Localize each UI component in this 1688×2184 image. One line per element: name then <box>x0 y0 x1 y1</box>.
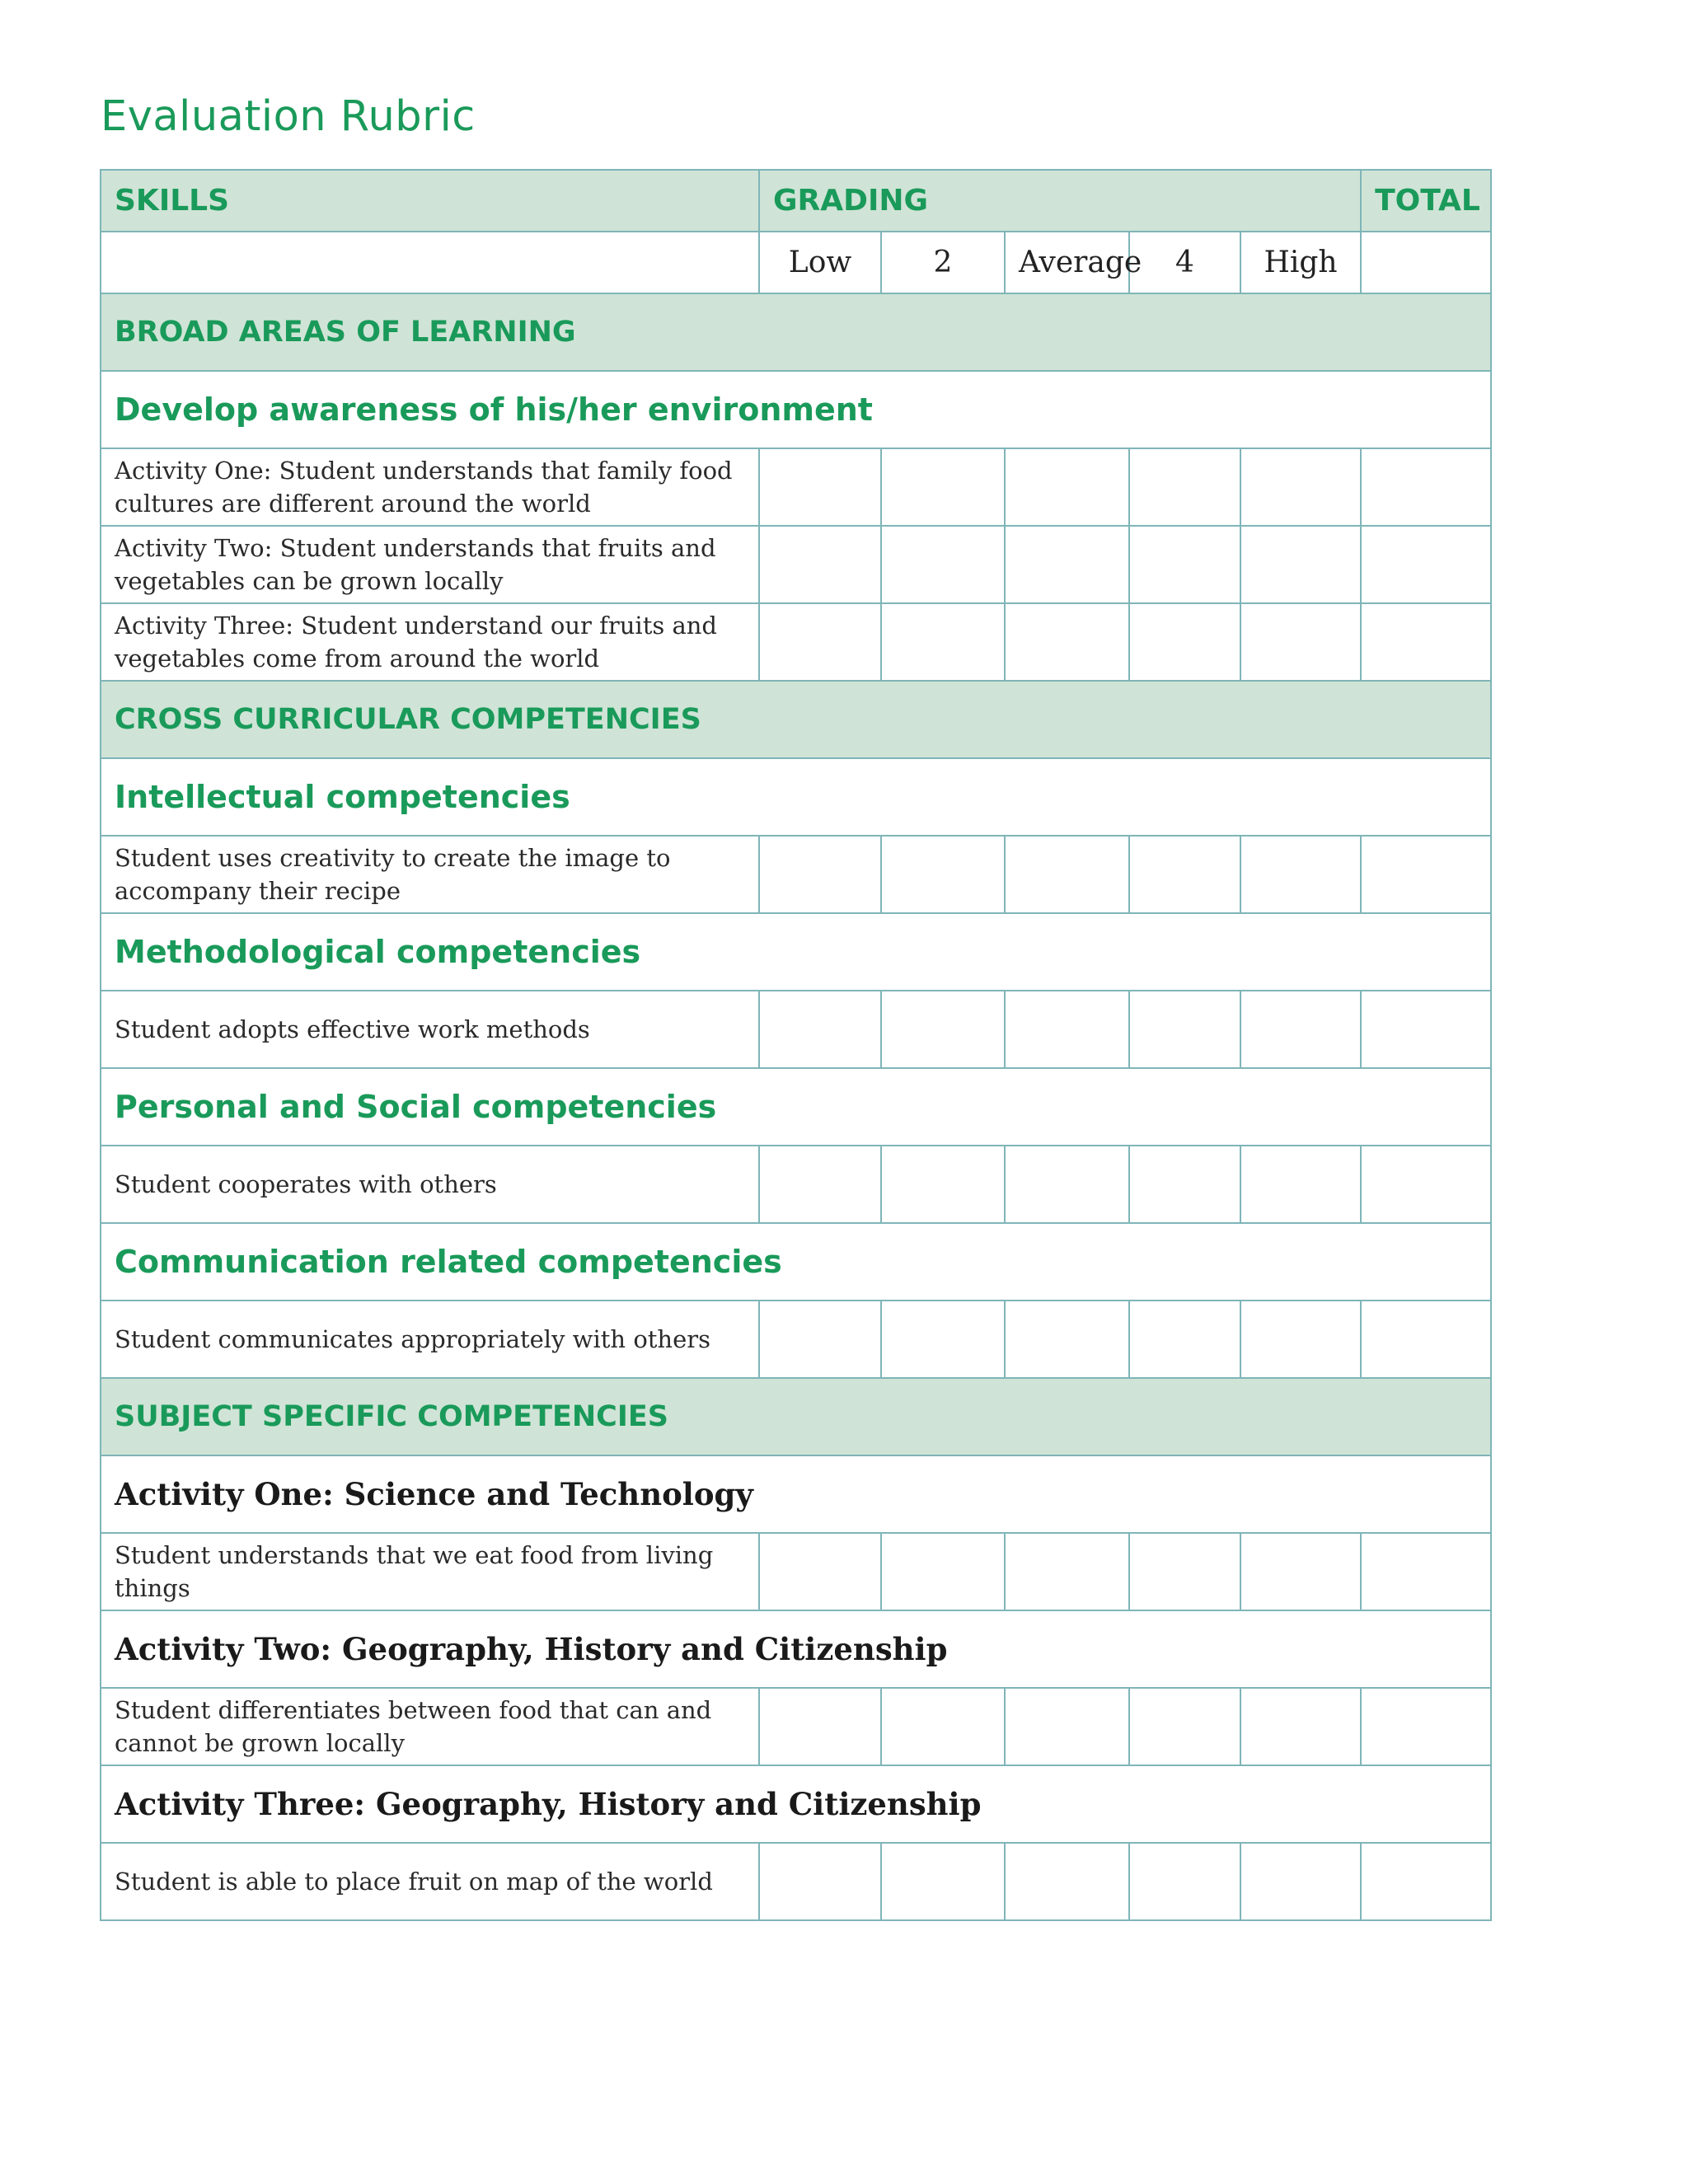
skill-description: Student cooperates with others <box>101 1146 759 1223</box>
total-cell[interactable] <box>1361 991 1491 1068</box>
grade-4-cell[interactable] <box>1129 448 1240 526</box>
rubric-item-row <box>101 1688 1491 1765</box>
group-heading-row <box>101 1068 1491 1146</box>
group-heading: Personal and Social competencies <box>101 1068 1491 1146</box>
rubric-item-row <box>101 1146 1491 1223</box>
grading-scale-row <box>101 232 1491 293</box>
grade-4-cell[interactable] <box>1129 1533 1240 1610</box>
grade-2-cell[interactable] <box>881 1533 1005 1610</box>
grade-2-cell[interactable] <box>881 448 1005 526</box>
grade-high-cell[interactable] <box>1240 836 1361 913</box>
grade-2-cell[interactable] <box>881 526 1005 603</box>
group-heading: Activity One: Science and Technology <box>101 1455 1491 1533</box>
grade-low-cell[interactable] <box>759 836 881 913</box>
group-heading-row <box>101 1610 1491 1688</box>
grade-low-cell[interactable] <box>759 448 881 526</box>
grade-average-cell[interactable] <box>1005 991 1129 1068</box>
scale-average: Average <box>1005 232 1129 293</box>
grade-2-cell[interactable] <box>881 1688 1005 1765</box>
grade-high-cell[interactable] <box>1240 1301 1361 1378</box>
page-title: Evaluation Rubric <box>101 92 476 141</box>
scale-4: 4 <box>1129 232 1240 293</box>
total-cell[interactable] <box>1361 1688 1491 1765</box>
total-cell[interactable] <box>1361 1843 1491 1920</box>
group-heading: Communication related competencies <box>101 1223 1491 1301</box>
total-cell[interactable] <box>1361 448 1491 526</box>
grade-average-cell[interactable] <box>1005 1688 1129 1765</box>
grade-average-cell[interactable] <box>1005 1146 1129 1223</box>
grade-average-cell[interactable] <box>1005 526 1129 603</box>
skill-description: Student uses creativity to create the image to accompany their recipe <box>101 836 759 913</box>
grade-2-cell[interactable] <box>881 603 1005 681</box>
group-heading-row <box>101 1455 1491 1533</box>
rubric-item-row <box>101 1843 1491 1920</box>
total-cell[interactable] <box>1361 1146 1491 1223</box>
grade-2-cell[interactable] <box>881 1146 1005 1223</box>
grade-high-cell[interactable] <box>1240 1843 1361 1920</box>
skill-description: Student communicates appropriately with others <box>101 1301 759 1378</box>
grade-4-cell[interactable] <box>1129 603 1240 681</box>
rubric-item-row <box>101 448 1491 526</box>
grade-2-cell[interactable] <box>881 836 1005 913</box>
skill-description: Student differentiates between food that can and cannot be grown locally <box>101 1688 759 1765</box>
total-cell[interactable] <box>1361 526 1491 603</box>
grading-header: GRADING <box>759 170 1361 232</box>
grade-low-cell[interactable] <box>759 1146 881 1223</box>
section-title: SUBJECT SPECIFIC COMPETENCIES <box>101 1378 1491 1455</box>
section-title: BROAD AREAS OF LEARNING <box>101 293 1491 371</box>
rubric-item-row <box>101 526 1491 603</box>
grade-high-cell[interactable] <box>1240 1146 1361 1223</box>
grade-low-cell[interactable] <box>759 1533 881 1610</box>
grade-average-cell[interactable] <box>1005 1301 1129 1378</box>
group-heading: Methodological competencies <box>101 913 1491 991</box>
group-heading: Intellectual competencies <box>101 758 1491 836</box>
skills-header: SKILLS <box>101 170 759 232</box>
total-blank-cell <box>1361 232 1491 293</box>
skill-description: Student adopts effective work methods <box>101 991 759 1068</box>
scale-low: Low <box>759 232 881 293</box>
group-heading-row <box>101 1223 1491 1301</box>
grade-high-cell[interactable] <box>1240 526 1361 603</box>
grade-4-cell[interactable] <box>1129 1146 1240 1223</box>
rubric-item-row <box>101 991 1491 1068</box>
section-row <box>101 1378 1491 1455</box>
header-row <box>101 170 1491 232</box>
grade-low-cell[interactable] <box>759 526 881 603</box>
grade-high-cell[interactable] <box>1240 603 1361 681</box>
grade-average-cell[interactable] <box>1005 1843 1129 1920</box>
blank-cell <box>101 232 759 293</box>
grade-low-cell[interactable] <box>759 991 881 1068</box>
grade-2-cell[interactable] <box>881 991 1005 1068</box>
rubric-body <box>101 170 1491 1920</box>
section-row <box>101 293 1491 371</box>
grade-4-cell[interactable] <box>1129 1301 1240 1378</box>
group-heading: Develop awareness of his/her environment <box>101 371 1491 448</box>
grade-high-cell[interactable] <box>1240 448 1361 526</box>
total-cell[interactable] <box>1361 1301 1491 1378</box>
rubric-table <box>100 169 1492 1921</box>
skill-description: Activity Two: Student understands that fruits and vegetables can be grown locally <box>101 526 759 603</box>
grade-average-cell[interactable] <box>1005 448 1129 526</box>
skill-description: Activity Three: Student understand our fruits and vegetables come from around the world <box>101 603 759 681</box>
total-cell[interactable] <box>1361 1533 1491 1610</box>
group-heading-row <box>101 913 1491 991</box>
group-heading-row <box>101 1765 1491 1843</box>
grade-high-cell[interactable] <box>1240 1533 1361 1610</box>
grade-2-cell[interactable] <box>881 1301 1005 1378</box>
grade-4-cell[interactable] <box>1129 526 1240 603</box>
grade-low-cell[interactable] <box>759 1688 881 1765</box>
scale-high: High <box>1240 232 1361 293</box>
group-heading-row <box>101 371 1491 448</box>
rubric-item-row <box>101 603 1491 681</box>
grade-low-cell[interactable] <box>759 1301 881 1378</box>
skill-description: Student understands that we eat food from living things <box>101 1533 759 1610</box>
grade-high-cell[interactable] <box>1240 1688 1361 1765</box>
grade-average-cell[interactable] <box>1005 603 1129 681</box>
grade-4-cell[interactable] <box>1129 991 1240 1068</box>
rubric-item-row <box>101 1301 1491 1378</box>
section-title: CROSS CURRICULAR COMPETENCIES <box>101 681 1491 758</box>
grade-average-cell[interactable] <box>1005 1533 1129 1610</box>
group-heading: Activity Three: Geography, History and Citizenship <box>101 1765 1491 1843</box>
grade-2-cell[interactable] <box>881 1843 1005 1920</box>
group-heading-row <box>101 758 1491 836</box>
skill-description: Student is able to place fruit on map of the world <box>101 1843 759 1920</box>
total-cell[interactable] <box>1361 603 1491 681</box>
rubric-item-row <box>101 1533 1491 1610</box>
grade-average-cell[interactable] <box>1005 836 1129 913</box>
total-cell[interactable] <box>1361 836 1491 913</box>
section-row <box>101 681 1491 758</box>
grade-4-cell[interactable] <box>1129 1688 1240 1765</box>
grade-4-cell[interactable] <box>1129 1843 1240 1920</box>
grade-4-cell[interactable] <box>1129 836 1240 913</box>
grade-high-cell[interactable] <box>1240 991 1361 1068</box>
grade-low-cell[interactable] <box>759 603 881 681</box>
total-header: TOTAL <box>1361 170 1491 232</box>
grade-low-cell[interactable] <box>759 1843 881 1920</box>
group-heading: Activity Two: Geography, History and Citizenship <box>101 1610 1491 1688</box>
scale-2: 2 <box>881 232 1005 293</box>
skill-description: Activity One: Student understands that family food cultures are different around the world <box>101 448 759 526</box>
rubric-item-row <box>101 836 1491 913</box>
